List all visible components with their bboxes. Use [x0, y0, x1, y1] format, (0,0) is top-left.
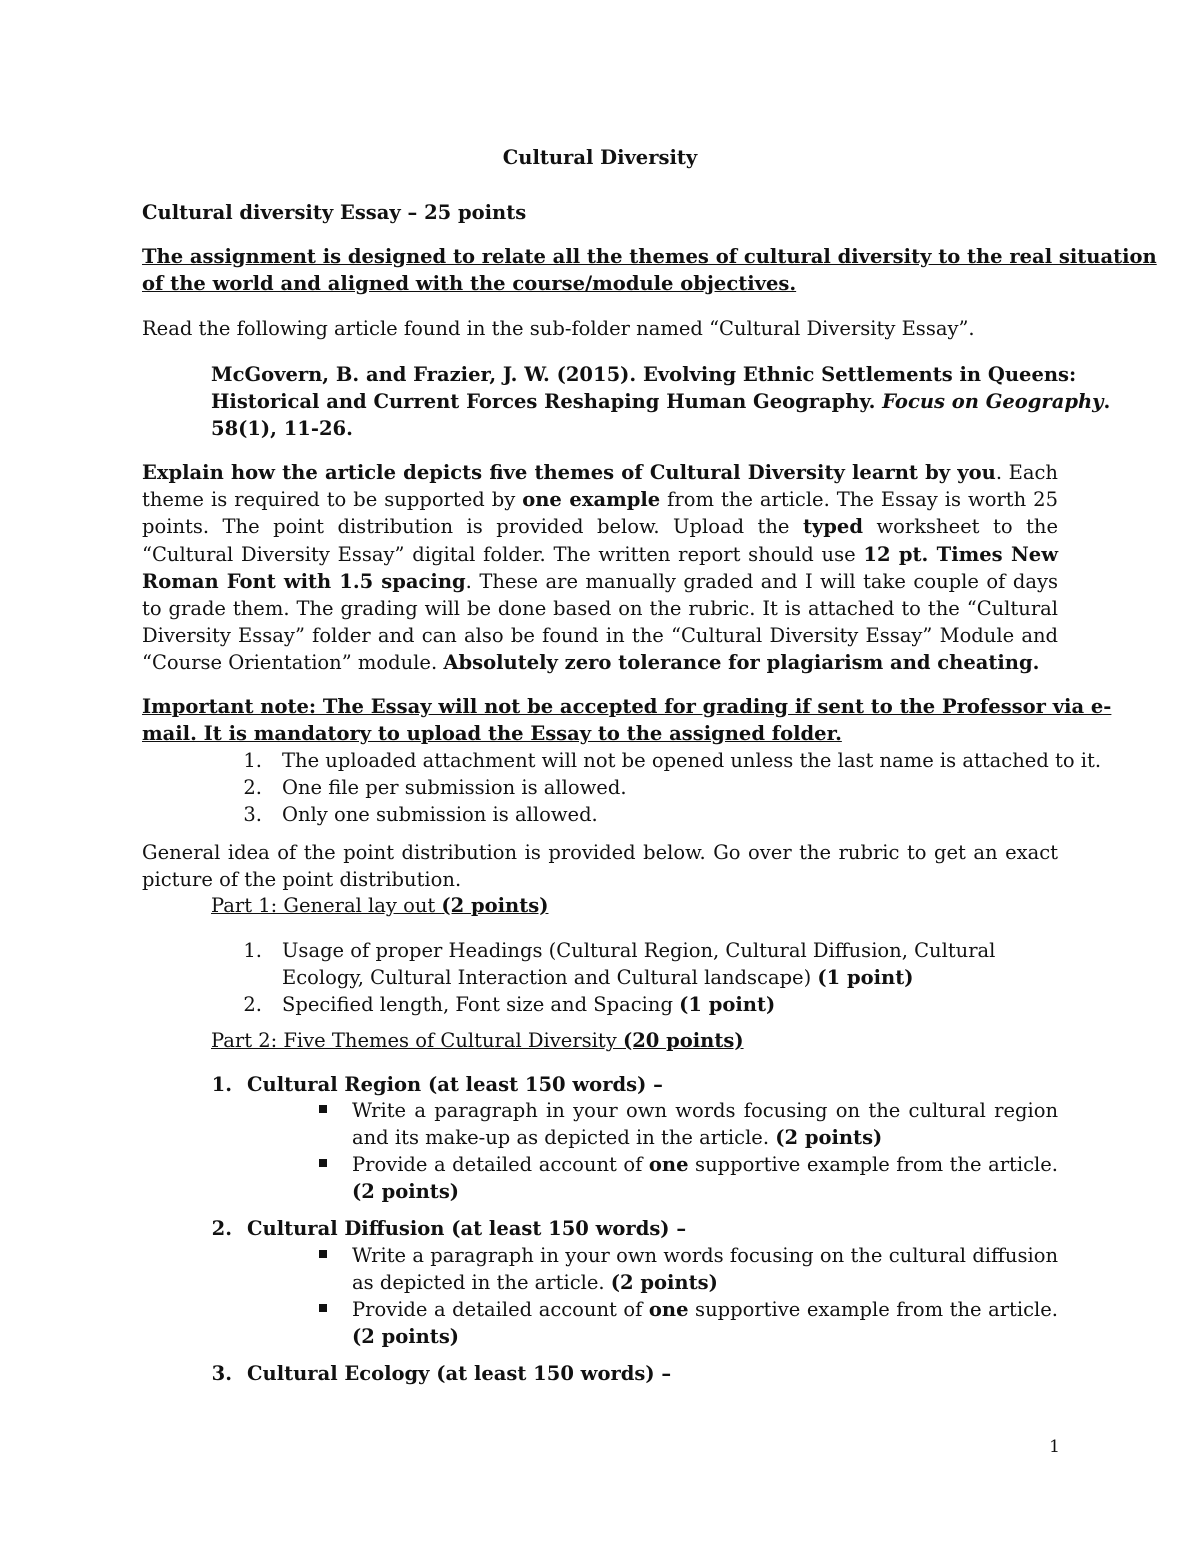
important-note-line-2: mail. It is mandatory to upload the Essay to the assigned folder.	[142, 722, 842, 745]
citation-line-1: McGovern, B. and Frazier, J. W. (2015). Evolving Ethnic Settlements in Queens:	[211, 363, 1077, 386]
objective-line-1: The assignment is designed to relate all the themes of cultural diversity to the real situation	[142, 245, 1157, 268]
citation-line-2-text: Historical and Current Forces Reshaping Human Geography.	[211, 390, 883, 413]
explain-text-4: . These are manually graded and I will take couple of days to grade them. The grading will be done based on the rubric. It is attached to the “Cultural Diversity Essay” folder and can also be found in the “Cultural Diversity Essay” Module and “Course Orientation” module.	[142, 569, 1058, 675]
theme-title: Cultural Ecology (at least 150 words) –	[247, 1362, 672, 1385]
theme-bullet-text: Write a paragraph in your own words focusing on the cultural region and its make-up as depicted in the article.	[352, 1099, 1058, 1149]
part-1-heading-text: Part 1: General lay out	[211, 894, 442, 917]
rule-number: 2.	[243, 776, 262, 799]
theme-bullet-bold: one	[648, 1298, 689, 1321]
part-2-points: (20 points)	[622, 1029, 744, 1052]
essay-subtitle: Cultural diversity Essay – 25 points	[142, 201, 527, 224]
explain-bold-4: Absolutely zero tolerance for plagiarism and cheating.	[443, 651, 1040, 675]
theme-bullet-text: Provide a detailed account of	[352, 1298, 649, 1321]
theme-title: Cultural Region (at least 150 words) –	[247, 1073, 663, 1096]
part-1-item-points: (1 point)	[679, 993, 776, 1016]
part-1-item	[282, 937, 1072, 991]
rule-item: The uploaded attachment will not be opened unless the last name is attached to it.	[282, 749, 1102, 772]
citation-journal: Focus on Geography	[882, 390, 1104, 413]
theme-bullet-text: Write a paragraph in your own words focusing on the cultural diffusion as depicted in the article.	[352, 1244, 1058, 1294]
citation-line-2-end: .	[1103, 390, 1111, 413]
explain-text-1: . Each theme is required to be supported by	[142, 461, 1058, 512]
explain-text-2: from the article. The Essay is worth 25 points. The point distribution is provided below. Upload the	[142, 488, 1058, 539]
page-number: 1	[1049, 1437, 1060, 1457]
important-note-line-1: Important note: The Essay will not be accepted for grading if sent to the Professor via e-	[142, 695, 1112, 718]
theme-bullet-text: supportive example from the article.	[688, 1298, 1058, 1321]
theme-bullet	[352, 1151, 1058, 1205]
explain-text-3: worksheet to the “Cultural Diversity Essay” digital folder. The written report should use	[142, 515, 1058, 566]
citation-line-2	[211, 388, 1110, 415]
theme-bullet	[352, 1242, 1058, 1296]
theme-bullet-points: (2 points)	[352, 1180, 460, 1203]
explain-bold-1: one example	[522, 488, 661, 512]
page-title: Cultural Diversity	[502, 146, 698, 169]
part-1-item-text: Usage of proper Headings (Cultural Region, Cultural Diffusion, Cultural Ecology, Cultural Interaction and Cultural landscape)	[282, 939, 996, 989]
explain-bold-2: typed	[802, 515, 863, 539]
theme-title: Cultural Diffusion (at least 150 words) –	[247, 1217, 687, 1240]
explain-lead: Explain how the article depicts five themes of Cultural Diversity learnt by you	[142, 461, 996, 484]
rule-number: 3.	[243, 803, 262, 826]
theme-number: 2.	[211, 1217, 232, 1240]
rule-item: Only one submission is allowed.	[282, 803, 598, 826]
theme-bullet-points: (2 points)	[610, 1271, 718, 1294]
explain-paragraph	[142, 459, 1058, 677]
read-intro: Read the following article found in the sub-folder named “Cultural Diversity Essay”.	[142, 317, 975, 340]
objective-line-2: of the world and aligned with the course/module objectives.	[142, 272, 797, 295]
general-idea-paragraph: General idea of the point distribution is provided below. Go over the rubric to get an exact picture of the point distribution.	[142, 841, 1058, 892]
part-1-points: (2 points)	[441, 894, 549, 917]
theme-bullet	[352, 1296, 1058, 1350]
part-1-item-points: (1 point)	[817, 966, 914, 989]
bullet-square-icon	[319, 1105, 327, 1113]
part-2-heading	[211, 1027, 744, 1054]
citation-line-3: 58(1), 11-26.	[211, 417, 353, 440]
part-2-heading-text: Part 2: Five Themes of Cultural Diversity	[211, 1029, 623, 1052]
theme-bullet-text: supportive example from the article.	[688, 1153, 1058, 1176]
part-1-item-number: 2.	[243, 993, 262, 1016]
rule-item: One file per submission is allowed.	[282, 776, 627, 799]
bullet-square-icon	[319, 1304, 327, 1312]
part-1-item-text: Specified length, Font size and Spacing	[282, 993, 680, 1016]
theme-bullet-bold: one	[648, 1153, 689, 1176]
part-1-item	[282, 991, 1072, 1018]
part-1-item-number: 1.	[243, 939, 262, 962]
bullet-square-icon	[319, 1250, 327, 1258]
rule-number: 1.	[243, 749, 262, 772]
theme-bullet	[352, 1097, 1058, 1151]
theme-number: 3.	[211, 1362, 232, 1385]
theme-bullet-points: (2 points)	[775, 1126, 883, 1149]
theme-bullet-text: Provide a detailed account of	[352, 1153, 649, 1176]
part-1-heading	[211, 892, 548, 919]
explain-bold-3: 12 pt. Times New Roman Font with 1.5 spacing	[142, 542, 1058, 593]
theme-number: 1.	[211, 1073, 232, 1096]
bullet-square-icon	[319, 1159, 327, 1167]
theme-bullet-points: (2 points)	[352, 1325, 460, 1348]
